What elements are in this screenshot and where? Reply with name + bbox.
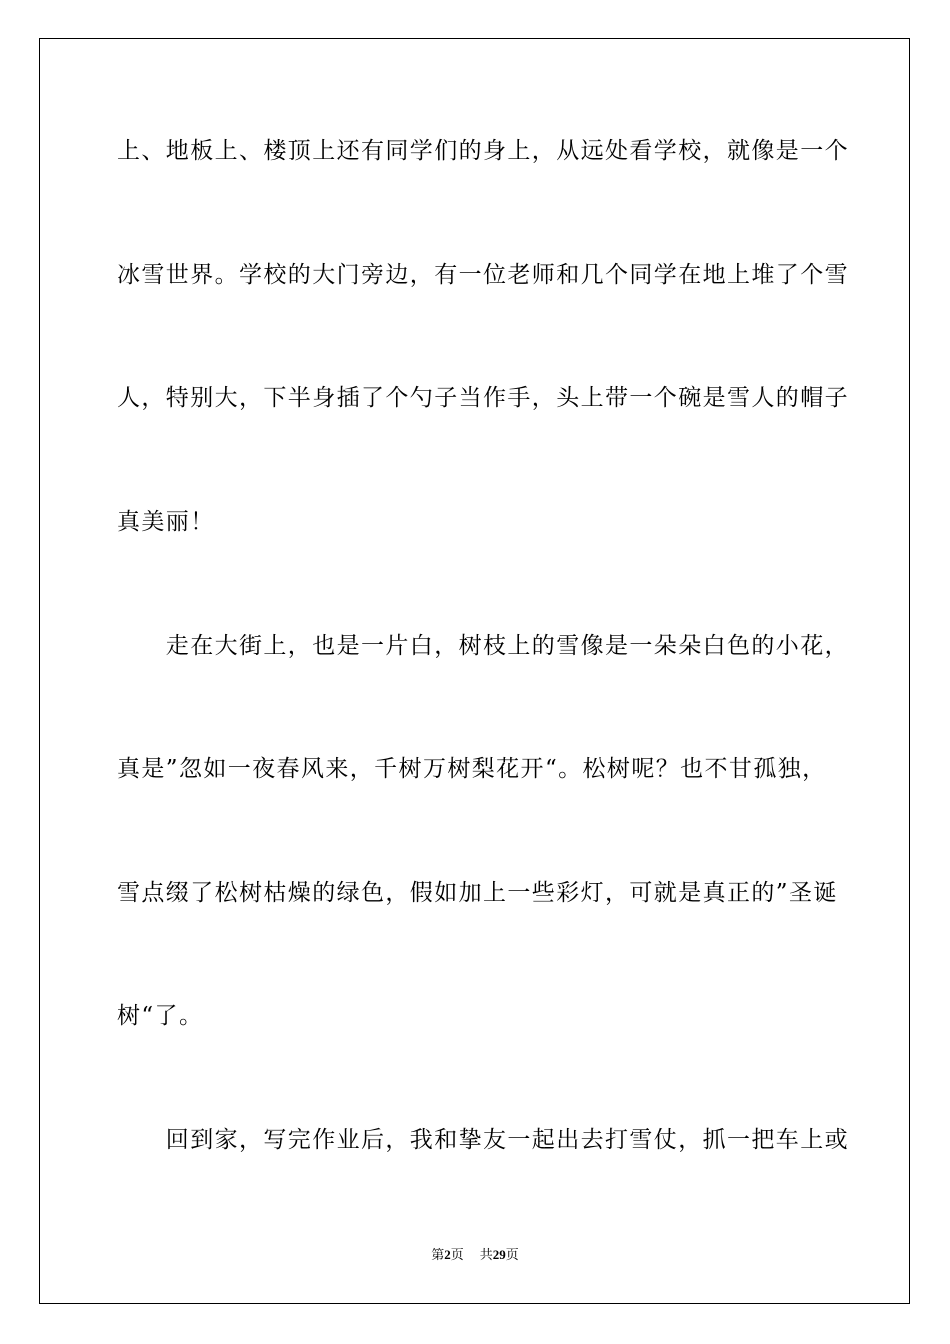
body-line-4: 真美丽！ bbox=[117, 509, 215, 535]
page-footer bbox=[0, 1246, 950, 1264]
body-line-9: 回到家，写完作业后，我和挚友一起出去打雪仗，抓一把车上或 bbox=[117, 1127, 849, 1153]
footer-total-suffix: 页 bbox=[505, 1247, 519, 1262]
footer-total-pages: 29 bbox=[492, 1247, 506, 1262]
footer-page-suffix: 页 bbox=[450, 1247, 464, 1262]
body-line-2: 冰雪世界。学校的大门旁边，有一位老师和几个同学在地上堆了个雪 bbox=[117, 262, 849, 288]
body-line-5: 走在大街上，也是一片白，树枝上的雪像是一朵朵白色的小花， bbox=[117, 633, 849, 659]
body-line-1: 上、地板上、楼顶上还有同学们的身上，从远处看学校，就像是一个 bbox=[117, 138, 849, 164]
body-line-7: 雪点缀了松树枯燥的绿色，假如加上一些彩灯，可就是真正的”圣诞 bbox=[117, 880, 838, 906]
page-border bbox=[39, 38, 910, 1304]
footer-page-prefix: 第 bbox=[431, 1247, 445, 1262]
body-line-8: 树“了。 bbox=[117, 1003, 204, 1029]
footer-total-prefix: 共 bbox=[479, 1247, 493, 1262]
body-line-6: 真是”忽如一夜春风来，千树万树梨花开“。松树呢？也不甘孤独， bbox=[117, 756, 827, 782]
footer-page-number: 2 bbox=[444, 1247, 451, 1262]
body-line-3: 人，特别大，下半身插了个勺子当作手，头上带一个碗是雪人的帽子 bbox=[117, 385, 849, 411]
